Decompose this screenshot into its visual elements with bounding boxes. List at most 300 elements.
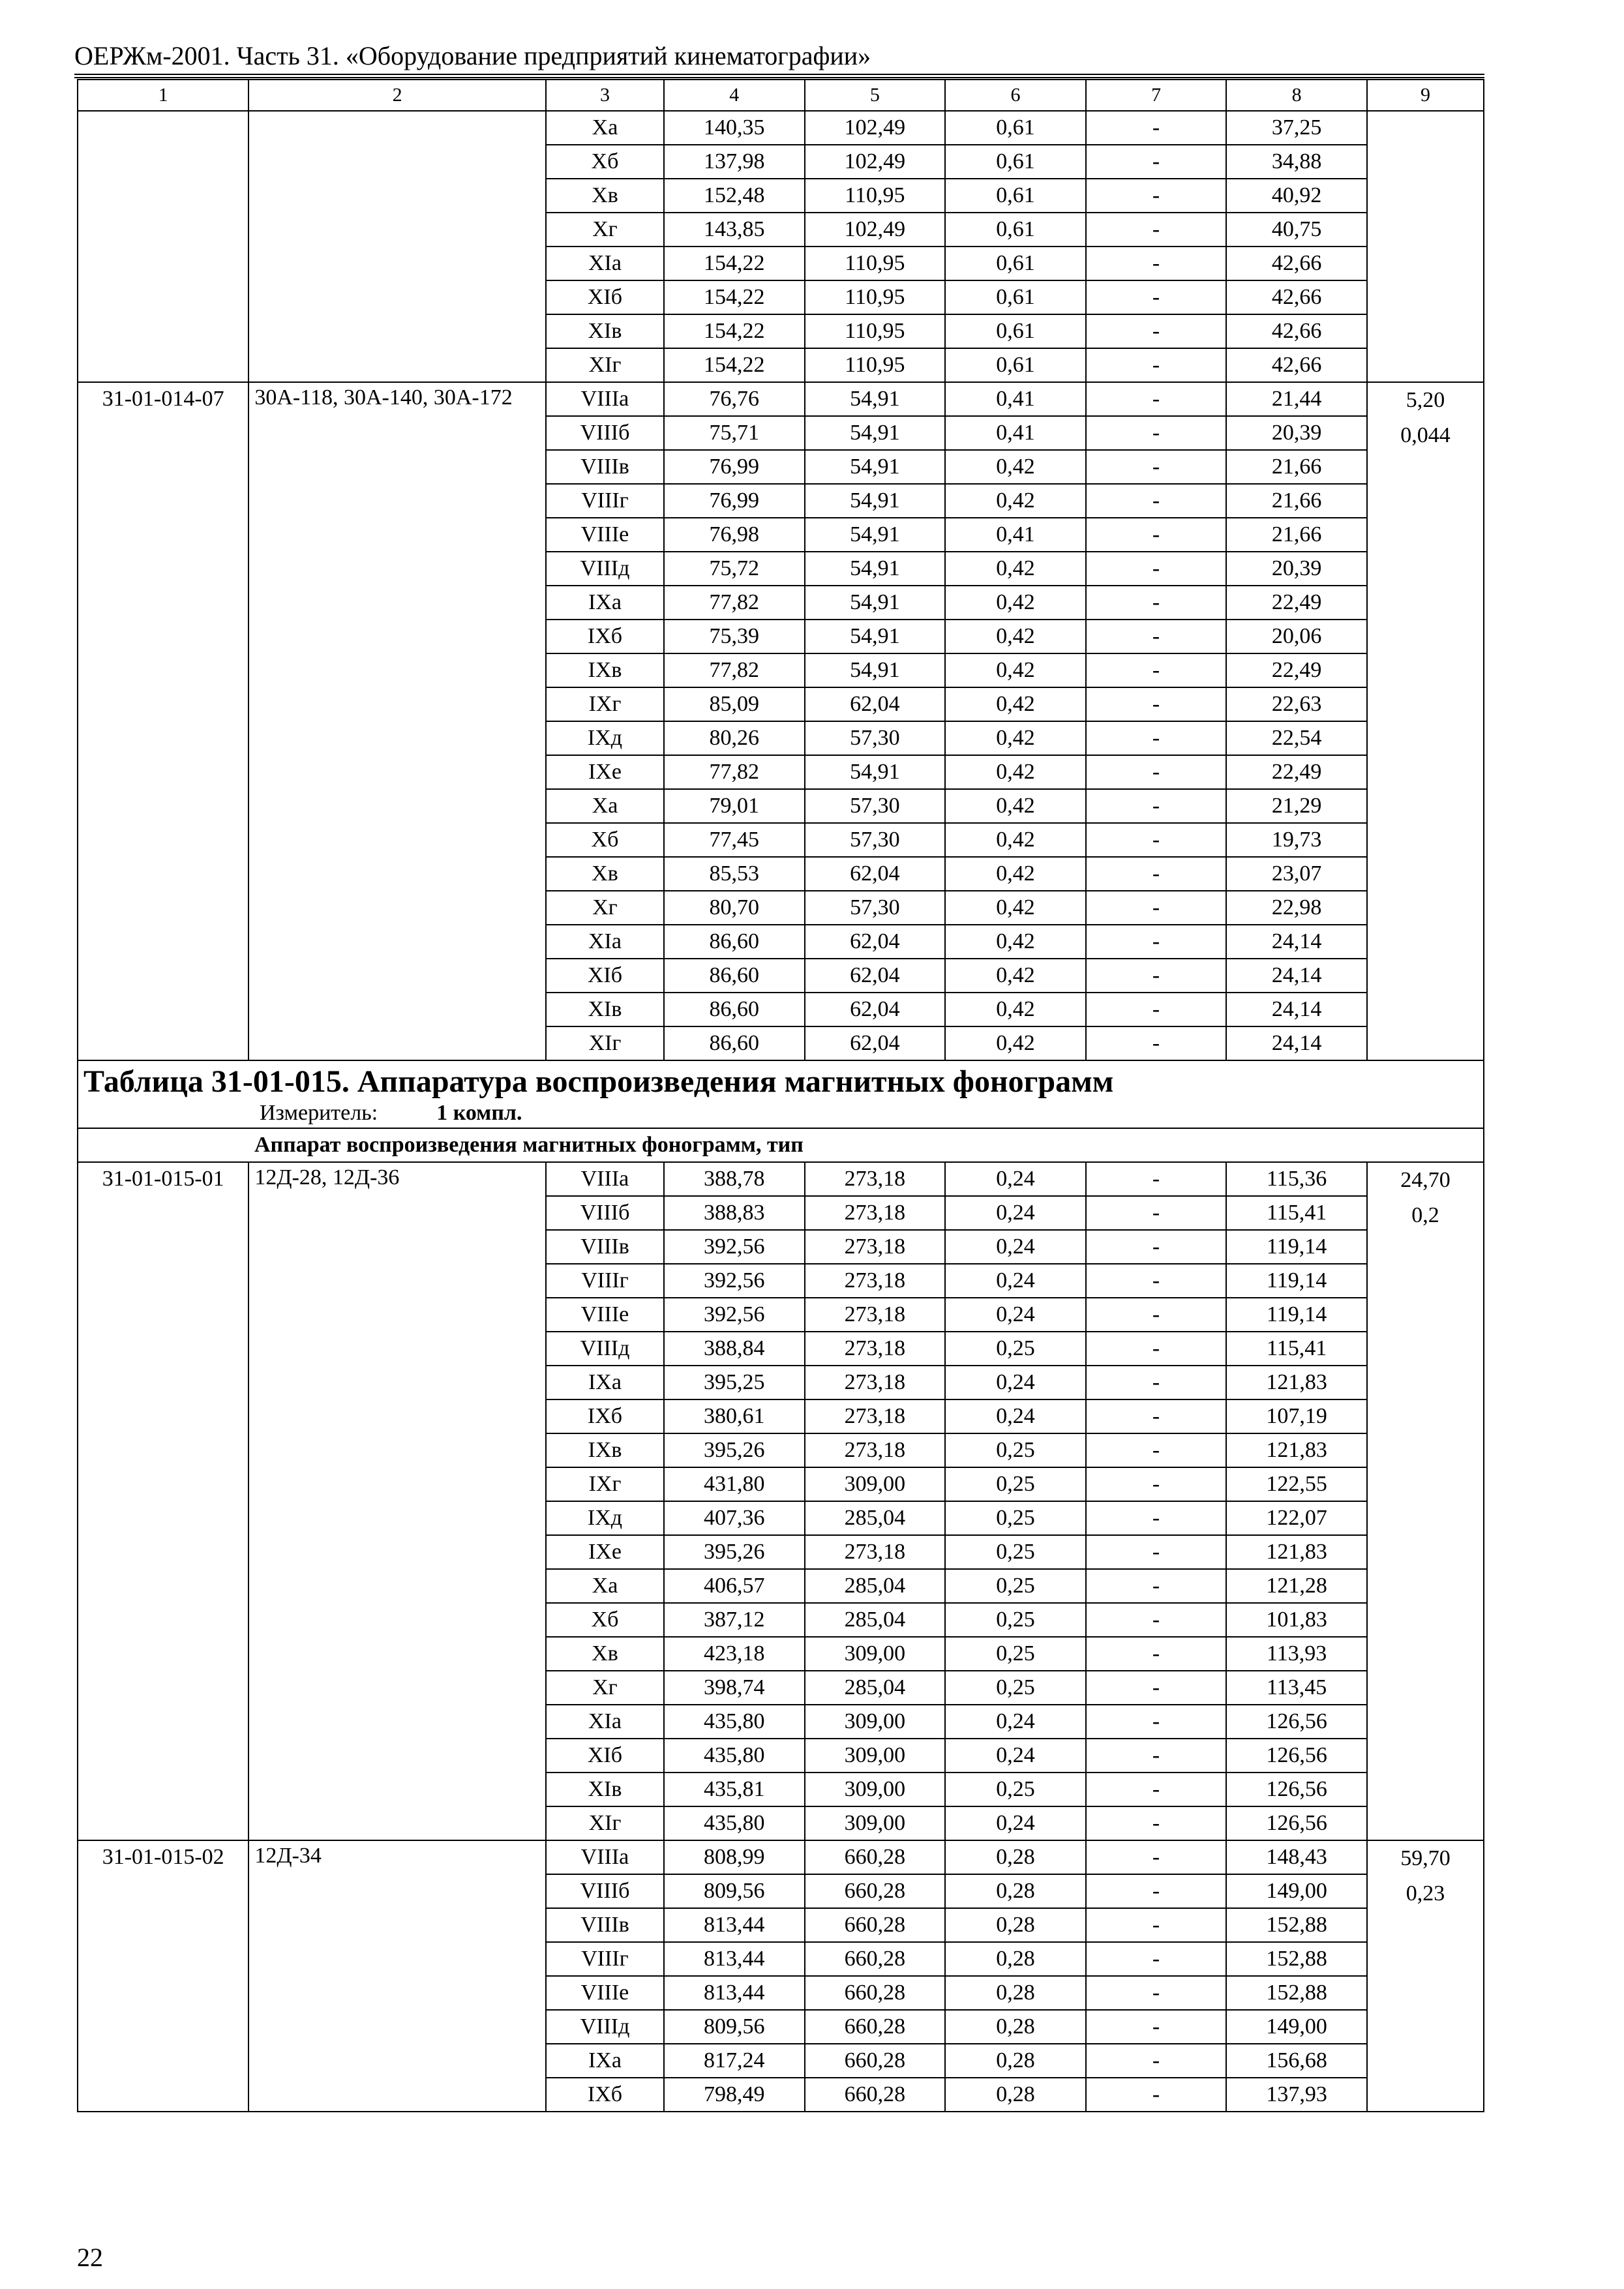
value-cell: 57,30 — [805, 721, 946, 755]
value-cell: XIб — [546, 959, 664, 993]
value-cell: Xб — [546, 1603, 664, 1637]
value-cell: - — [1086, 552, 1227, 586]
value-cell: XIв — [546, 314, 664, 348]
value-cell: VIIIа — [546, 382, 664, 416]
value-cell: 86,60 — [664, 1026, 805, 1060]
value-cell: 660,28 — [805, 1942, 946, 1976]
value-cell: - — [1086, 653, 1227, 687]
value-cell: 392,56 — [664, 1264, 805, 1298]
value-cell: - — [1086, 1230, 1227, 1264]
value-cell: - — [1086, 2078, 1227, 2112]
value-cell: 273,18 — [805, 1366, 946, 1399]
value-cell: VIIIе — [546, 518, 664, 552]
value-cell: 660,28 — [805, 1874, 946, 1908]
value-cell: 137,98 — [664, 145, 805, 179]
value-cell: 152,48 — [664, 179, 805, 213]
value-cell: 62,04 — [805, 687, 946, 721]
value-cell: 273,18 — [805, 1196, 946, 1230]
value-cell: 21,66 — [1226, 484, 1367, 518]
value-cell: 273,18 — [805, 1298, 946, 1332]
value-cell: 121,83 — [1226, 1433, 1367, 1467]
value-cell: 809,56 — [664, 2010, 805, 2044]
value-cell: - — [1086, 145, 1227, 179]
rate-code-cell: 31-01-015-02 — [78, 1840, 248, 2112]
value-cell: 126,56 — [1226, 1705, 1367, 1739]
value-cell: 0,61 — [945, 314, 1086, 348]
value-cell: 126,56 — [1226, 1806, 1367, 1840]
value-cell: - — [1086, 1874, 1227, 1908]
header-rule — [74, 74, 1484, 75]
value-cell: 0,42 — [945, 959, 1086, 993]
value-cell: 76,98 — [664, 518, 805, 552]
value-cell: - — [1086, 1603, 1227, 1637]
value-cell: 19,73 — [1226, 823, 1367, 857]
value-cell: 0,42 — [945, 823, 1086, 857]
table-title-row — [78, 1060, 1484, 1128]
value-cell: 42,66 — [1226, 247, 1367, 280]
value-cell: 0,24 — [945, 1739, 1086, 1773]
value-cell: VIIIб — [546, 1196, 664, 1230]
subheader-row — [78, 1128, 1484, 1162]
value-cell: 0,61 — [945, 111, 1086, 145]
value-cell: - — [1086, 755, 1227, 789]
value-cell: XIв — [546, 993, 664, 1026]
value-cell: VIIIг — [546, 484, 664, 518]
value-cell: 80,26 — [664, 721, 805, 755]
value-cell: 817,24 — [664, 2044, 805, 2078]
value-cell: 79,01 — [664, 789, 805, 823]
value-cell: - — [1086, 687, 1227, 721]
value-cell: - — [1086, 823, 1227, 857]
value-cell: 121,83 — [1226, 1366, 1367, 1399]
value-cell: 309,00 — [805, 1705, 946, 1739]
column-number: 6 — [945, 80, 1086, 111]
value-cell: IXв — [546, 653, 664, 687]
value-cell: 24,14 — [1226, 1026, 1367, 1060]
value-cell: 122,55 — [1226, 1467, 1367, 1501]
value-cell: - — [1086, 416, 1227, 450]
value-cell: 0,41 — [945, 382, 1086, 416]
value-cell: 113,93 — [1226, 1637, 1367, 1671]
value-cell: VIIIв — [546, 1908, 664, 1942]
value-cell: - — [1086, 1773, 1227, 1806]
value-cell: - — [1086, 111, 1227, 145]
value-cell: 0,42 — [945, 653, 1086, 687]
value-cell: IXб — [546, 620, 664, 653]
value-cell: Xб — [546, 145, 664, 179]
measure-label: Измеритель: — [260, 1101, 378, 1125]
value-cell: 0,24 — [945, 1196, 1086, 1230]
value-cell: 0,24 — [945, 1230, 1086, 1264]
value-cell: 0,25 — [945, 1467, 1086, 1501]
value-cell: 156,68 — [1226, 2044, 1367, 2078]
value-cell: 85,53 — [664, 857, 805, 891]
value-cell: 54,91 — [805, 416, 946, 450]
value-cell: IXб — [546, 2078, 664, 2112]
value-cell: 102,49 — [805, 213, 946, 247]
value-cell: 0,61 — [945, 145, 1086, 179]
column-number: 9 — [1367, 80, 1484, 111]
value-cell: IXв — [546, 1433, 664, 1467]
value-cell: 0,25 — [945, 1501, 1086, 1535]
value-cell: 110,95 — [805, 314, 946, 348]
value-cell: 813,44 — [664, 1976, 805, 2010]
value-cell: 285,04 — [805, 1501, 946, 1535]
value-cell: 0,41 — [945, 416, 1086, 450]
value-cell: - — [1086, 1026, 1227, 1060]
value-cell: 20,39 — [1226, 552, 1367, 586]
value-cell: 62,04 — [805, 993, 946, 1026]
value-cell: 0,42 — [945, 857, 1086, 891]
extra-value: 5,20 — [1406, 388, 1445, 412]
value-cell: 110,95 — [805, 280, 946, 314]
value-cell: 273,18 — [805, 1535, 946, 1569]
value-cell: 273,18 — [805, 1230, 946, 1264]
value-cell: Xв — [546, 1637, 664, 1671]
value-cell: 380,61 — [664, 1399, 805, 1433]
value-cell: 76,99 — [664, 484, 805, 518]
extra-value: 59,70 — [1400, 1846, 1451, 1870]
value-cell: 40,75 — [1226, 213, 1367, 247]
value-cell: 0,42 — [945, 484, 1086, 518]
value-cell: 395,26 — [664, 1433, 805, 1467]
value-cell: 86,60 — [664, 925, 805, 959]
value-cell: 115,41 — [1226, 1332, 1367, 1366]
rate-code-cell — [78, 111, 248, 382]
value-cell: 813,44 — [664, 1942, 805, 1976]
extra-values-cell — [1367, 1162, 1484, 1840]
value-cell: 273,18 — [805, 1162, 946, 1196]
value-cell: 0,24 — [945, 1264, 1086, 1298]
value-cell: 76,99 — [664, 450, 805, 484]
value-cell: - — [1086, 993, 1227, 1026]
column-number: 1 — [78, 80, 248, 111]
column-number: 2 — [248, 80, 546, 111]
value-cell: VIIIе — [546, 1298, 664, 1332]
value-cell: 22,63 — [1226, 687, 1367, 721]
value-cell: 80,70 — [664, 891, 805, 925]
value-cell: 309,00 — [805, 1467, 946, 1501]
value-cell: 0,61 — [945, 348, 1086, 382]
value-cell: XIг — [546, 1026, 664, 1060]
value-cell: 149,00 — [1226, 2010, 1367, 2044]
value-cell: 0,24 — [945, 1705, 1086, 1739]
value-cell: XIа — [546, 925, 664, 959]
value-cell: 0,24 — [945, 1366, 1086, 1399]
value-cell: 57,30 — [805, 891, 946, 925]
value-cell: - — [1086, 382, 1227, 416]
value-cell: - — [1086, 620, 1227, 653]
extra-value: 0,044 — [1400, 423, 1451, 447]
value-cell: 42,66 — [1226, 314, 1367, 348]
value-cell: 57,30 — [805, 823, 946, 857]
value-cell: VIIIд — [546, 1332, 664, 1366]
value-cell: - — [1086, 891, 1227, 925]
value-cell: 54,91 — [805, 586, 946, 620]
value-cell: - — [1086, 518, 1227, 552]
value-cell: 273,18 — [805, 1264, 946, 1298]
value-cell: IXд — [546, 1501, 664, 1535]
value-cell: 115,41 — [1226, 1196, 1367, 1230]
value-cell: 110,95 — [805, 179, 946, 213]
value-cell: 102,49 — [805, 111, 946, 145]
value-cell: IXе — [546, 1535, 664, 1569]
value-cell: - — [1086, 1196, 1227, 1230]
page-header-title: ОЕРЖм-2001. Часть 31. «Оборудование предприятий кинематографии» — [74, 41, 871, 70]
value-cell: - — [1086, 1332, 1227, 1366]
value-cell: 121,83 — [1226, 1535, 1367, 1569]
value-cell: 309,00 — [805, 1637, 946, 1671]
value-cell: 0,42 — [945, 1026, 1086, 1060]
value-cell: 0,28 — [945, 1976, 1086, 2010]
column-number-row — [78, 80, 1484, 111]
value-cell: 0,42 — [945, 552, 1086, 586]
value-cell: - — [1086, 1705, 1227, 1739]
value-cell: 126,56 — [1226, 1773, 1367, 1806]
value-cell: Xв — [546, 857, 664, 891]
value-cell: 62,04 — [805, 857, 946, 891]
value-cell: XIв — [546, 1773, 664, 1806]
value-cell: 0,28 — [945, 1942, 1086, 1976]
table-title-cell — [78, 1060, 1484, 1128]
value-cell: 808,99 — [664, 1840, 805, 1874]
value-cell: 435,80 — [664, 1806, 805, 1840]
value-cell: Xг — [546, 1671, 664, 1705]
value-cell: Xа — [546, 1569, 664, 1603]
value-cell: VIIIа — [546, 1162, 664, 1196]
value-cell: 115,36 — [1226, 1162, 1367, 1196]
extra-value: 0,2 — [1411, 1203, 1439, 1227]
value-cell: 0,61 — [945, 179, 1086, 213]
value-cell: 660,28 — [805, 1840, 946, 1874]
value-cell: 0,42 — [945, 993, 1086, 1026]
value-cell: - — [1086, 789, 1227, 823]
value-cell: - — [1086, 1671, 1227, 1705]
column-number: 4 — [664, 80, 805, 111]
value-cell: XIа — [546, 1705, 664, 1739]
value-cell: 23,07 — [1226, 857, 1367, 891]
value-cell: 0,28 — [945, 2010, 1086, 2044]
value-cell: 154,22 — [664, 314, 805, 348]
value-cell: - — [1086, 925, 1227, 959]
value-cell: 660,28 — [805, 1908, 946, 1942]
value-cell: - — [1086, 586, 1227, 620]
value-cell: 0,28 — [945, 1908, 1086, 1942]
value-cell: 57,30 — [805, 789, 946, 823]
value-cell: 798,49 — [664, 2078, 805, 2112]
extra-values-cell — [1367, 1840, 1484, 2112]
value-cell: - — [1086, 1162, 1227, 1196]
column-number: 3 — [546, 80, 664, 111]
value-cell: 0,41 — [945, 518, 1086, 552]
value-cell: - — [1086, 1637, 1227, 1671]
value-cell: 75,39 — [664, 620, 805, 653]
rate-code-cell: 31-01-015-01 — [78, 1162, 248, 1840]
value-cell: 62,04 — [805, 1026, 946, 1060]
value-cell: 24,14 — [1226, 959, 1367, 993]
value-cell: - — [1086, 959, 1227, 993]
value-cell: VIIIб — [546, 416, 664, 450]
value-cell: - — [1086, 1806, 1227, 1840]
value-cell: 0,25 — [945, 1569, 1086, 1603]
value-cell: 809,56 — [664, 1874, 805, 1908]
value-cell: 37,25 — [1226, 111, 1367, 145]
column-number: 8 — [1226, 80, 1367, 111]
value-cell: 0,25 — [945, 1637, 1086, 1671]
value-cell: 0,24 — [945, 1806, 1086, 1840]
value-cell: 0,42 — [945, 891, 1086, 925]
value-cell: 152,88 — [1226, 1976, 1367, 2010]
value-cell: 309,00 — [805, 1773, 946, 1806]
value-cell: - — [1086, 314, 1227, 348]
value-cell: 77,82 — [664, 653, 805, 687]
value-cell: VIIIб — [546, 1874, 664, 1908]
value-cell: 435,81 — [664, 1773, 805, 1806]
value-cell: 435,80 — [664, 1705, 805, 1739]
value-cell: VIIIг — [546, 1942, 664, 1976]
value-cell: 0,28 — [945, 2044, 1086, 2078]
value-cell: 20,06 — [1226, 620, 1367, 653]
value-cell: - — [1086, 247, 1227, 280]
value-cell: - — [1086, 1399, 1227, 1433]
value-cell: 22,49 — [1226, 755, 1367, 789]
value-cell: 54,91 — [805, 552, 946, 586]
value-cell: VIIIе — [546, 1976, 664, 2010]
value-cell: 143,85 — [664, 213, 805, 247]
value-cell: 0,25 — [945, 1535, 1086, 1569]
value-cell: 22,54 — [1226, 721, 1367, 755]
value-cell: 119,14 — [1226, 1230, 1367, 1264]
value-cell: 154,22 — [664, 247, 805, 280]
value-cell: Xб — [546, 823, 664, 857]
value-cell: 62,04 — [805, 959, 946, 993]
value-cell: Xв — [546, 179, 664, 213]
value-cell: 407,36 — [664, 1501, 805, 1535]
measure-line — [83, 1100, 1478, 1126]
value-cell: - — [1086, 450, 1227, 484]
value-cell: 54,91 — [805, 620, 946, 653]
value-cell: 119,14 — [1226, 1264, 1367, 1298]
rates-table — [77, 79, 1484, 2112]
value-cell: 77,82 — [664, 586, 805, 620]
equipment-name-cell — [248, 111, 546, 382]
value-cell: - — [1086, 1976, 1227, 2010]
value-cell: 62,04 — [805, 925, 946, 959]
value-cell: 54,91 — [805, 450, 946, 484]
value-cell: 77,82 — [664, 755, 805, 789]
value-cell: 119,14 — [1226, 1298, 1367, 1332]
value-cell: 0,42 — [945, 620, 1086, 653]
value-cell: XIа — [546, 247, 664, 280]
value-cell: - — [1086, 348, 1227, 382]
value-cell: 121,28 — [1226, 1569, 1367, 1603]
value-cell: 395,26 — [664, 1535, 805, 1569]
value-cell: 0,42 — [945, 721, 1086, 755]
value-cell: 21,66 — [1226, 518, 1367, 552]
value-cell: 75,71 — [664, 416, 805, 450]
value-cell: IXг — [546, 687, 664, 721]
value-cell: IXа — [546, 1366, 664, 1399]
value-cell: XIб — [546, 280, 664, 314]
value-cell: 24,14 — [1226, 993, 1367, 1026]
value-cell: 54,91 — [805, 484, 946, 518]
value-cell: IXд — [546, 721, 664, 755]
value-cell: 273,18 — [805, 1433, 946, 1467]
value-cell: 54,91 — [805, 755, 946, 789]
value-cell: - — [1086, 1942, 1227, 1976]
value-cell: 137,93 — [1226, 2078, 1367, 2112]
table-row — [78, 382, 1484, 416]
value-cell: - — [1086, 2010, 1227, 2044]
value-cell: 21,29 — [1226, 789, 1367, 823]
value-cell: 273,18 — [805, 1332, 946, 1366]
value-cell: 285,04 — [805, 1569, 946, 1603]
value-cell: 22,98 — [1226, 891, 1367, 925]
value-cell: 0,61 — [945, 247, 1086, 280]
value-cell: 86,60 — [664, 993, 805, 1026]
value-cell: 0,25 — [945, 1603, 1086, 1637]
value-cell: - — [1086, 1908, 1227, 1942]
value-cell: 660,28 — [805, 2010, 946, 2044]
value-cell: 0,42 — [945, 755, 1086, 789]
value-cell: VIIIд — [546, 552, 664, 586]
value-cell: 435,80 — [664, 1739, 805, 1773]
value-cell: VIIIв — [546, 450, 664, 484]
measure-value: 1 компл. — [436, 1101, 522, 1125]
value-cell: 398,74 — [664, 1671, 805, 1705]
value-cell: 42,66 — [1226, 348, 1367, 382]
column-number: 5 — [805, 80, 946, 111]
value-cell: 392,56 — [664, 1230, 805, 1264]
value-cell: - — [1086, 1298, 1227, 1332]
value-cell: - — [1086, 1366, 1227, 1399]
value-cell: Xа — [546, 111, 664, 145]
rate-code-cell: 31-01-014-07 — [78, 382, 248, 1060]
value-cell: XIб — [546, 1739, 664, 1773]
value-cell: - — [1086, 2044, 1227, 2078]
value-cell: - — [1086, 280, 1227, 314]
value-cell: VIIIд — [546, 2010, 664, 2044]
equipment-name-cell: 12Д-34 — [248, 1840, 546, 2112]
value-cell: 0,28 — [945, 1874, 1086, 1908]
value-cell: 110,95 — [805, 247, 946, 280]
value-cell: 395,25 — [664, 1366, 805, 1399]
value-cell: 102,49 — [805, 145, 946, 179]
value-cell: 0,42 — [945, 789, 1086, 823]
value-cell: 140,35 — [664, 111, 805, 145]
value-cell: 22,49 — [1226, 586, 1367, 620]
value-cell: 0,28 — [945, 1840, 1086, 1874]
table-row — [78, 1162, 1484, 1196]
value-cell: IXг — [546, 1467, 664, 1501]
value-cell: 152,88 — [1226, 1908, 1367, 1942]
value-cell: 0,25 — [945, 1433, 1086, 1467]
value-cell: 0,61 — [945, 213, 1086, 247]
value-cell: 101,83 — [1226, 1603, 1367, 1637]
value-cell: 22,49 — [1226, 653, 1367, 687]
equipment-name-cell: 12Д-28, 12Д-36 — [248, 1162, 546, 1840]
value-cell: IXа — [546, 2044, 664, 2078]
value-cell: 54,91 — [805, 382, 946, 416]
value-cell: 154,22 — [664, 280, 805, 314]
value-cell: 154,22 — [664, 348, 805, 382]
value-cell: 21,44 — [1226, 382, 1367, 416]
value-cell: 149,00 — [1226, 1874, 1367, 1908]
value-cell: - — [1086, 1739, 1227, 1773]
value-cell: Xг — [546, 891, 664, 925]
value-cell: 273,18 — [805, 1399, 946, 1433]
value-cell: XIг — [546, 1806, 664, 1840]
